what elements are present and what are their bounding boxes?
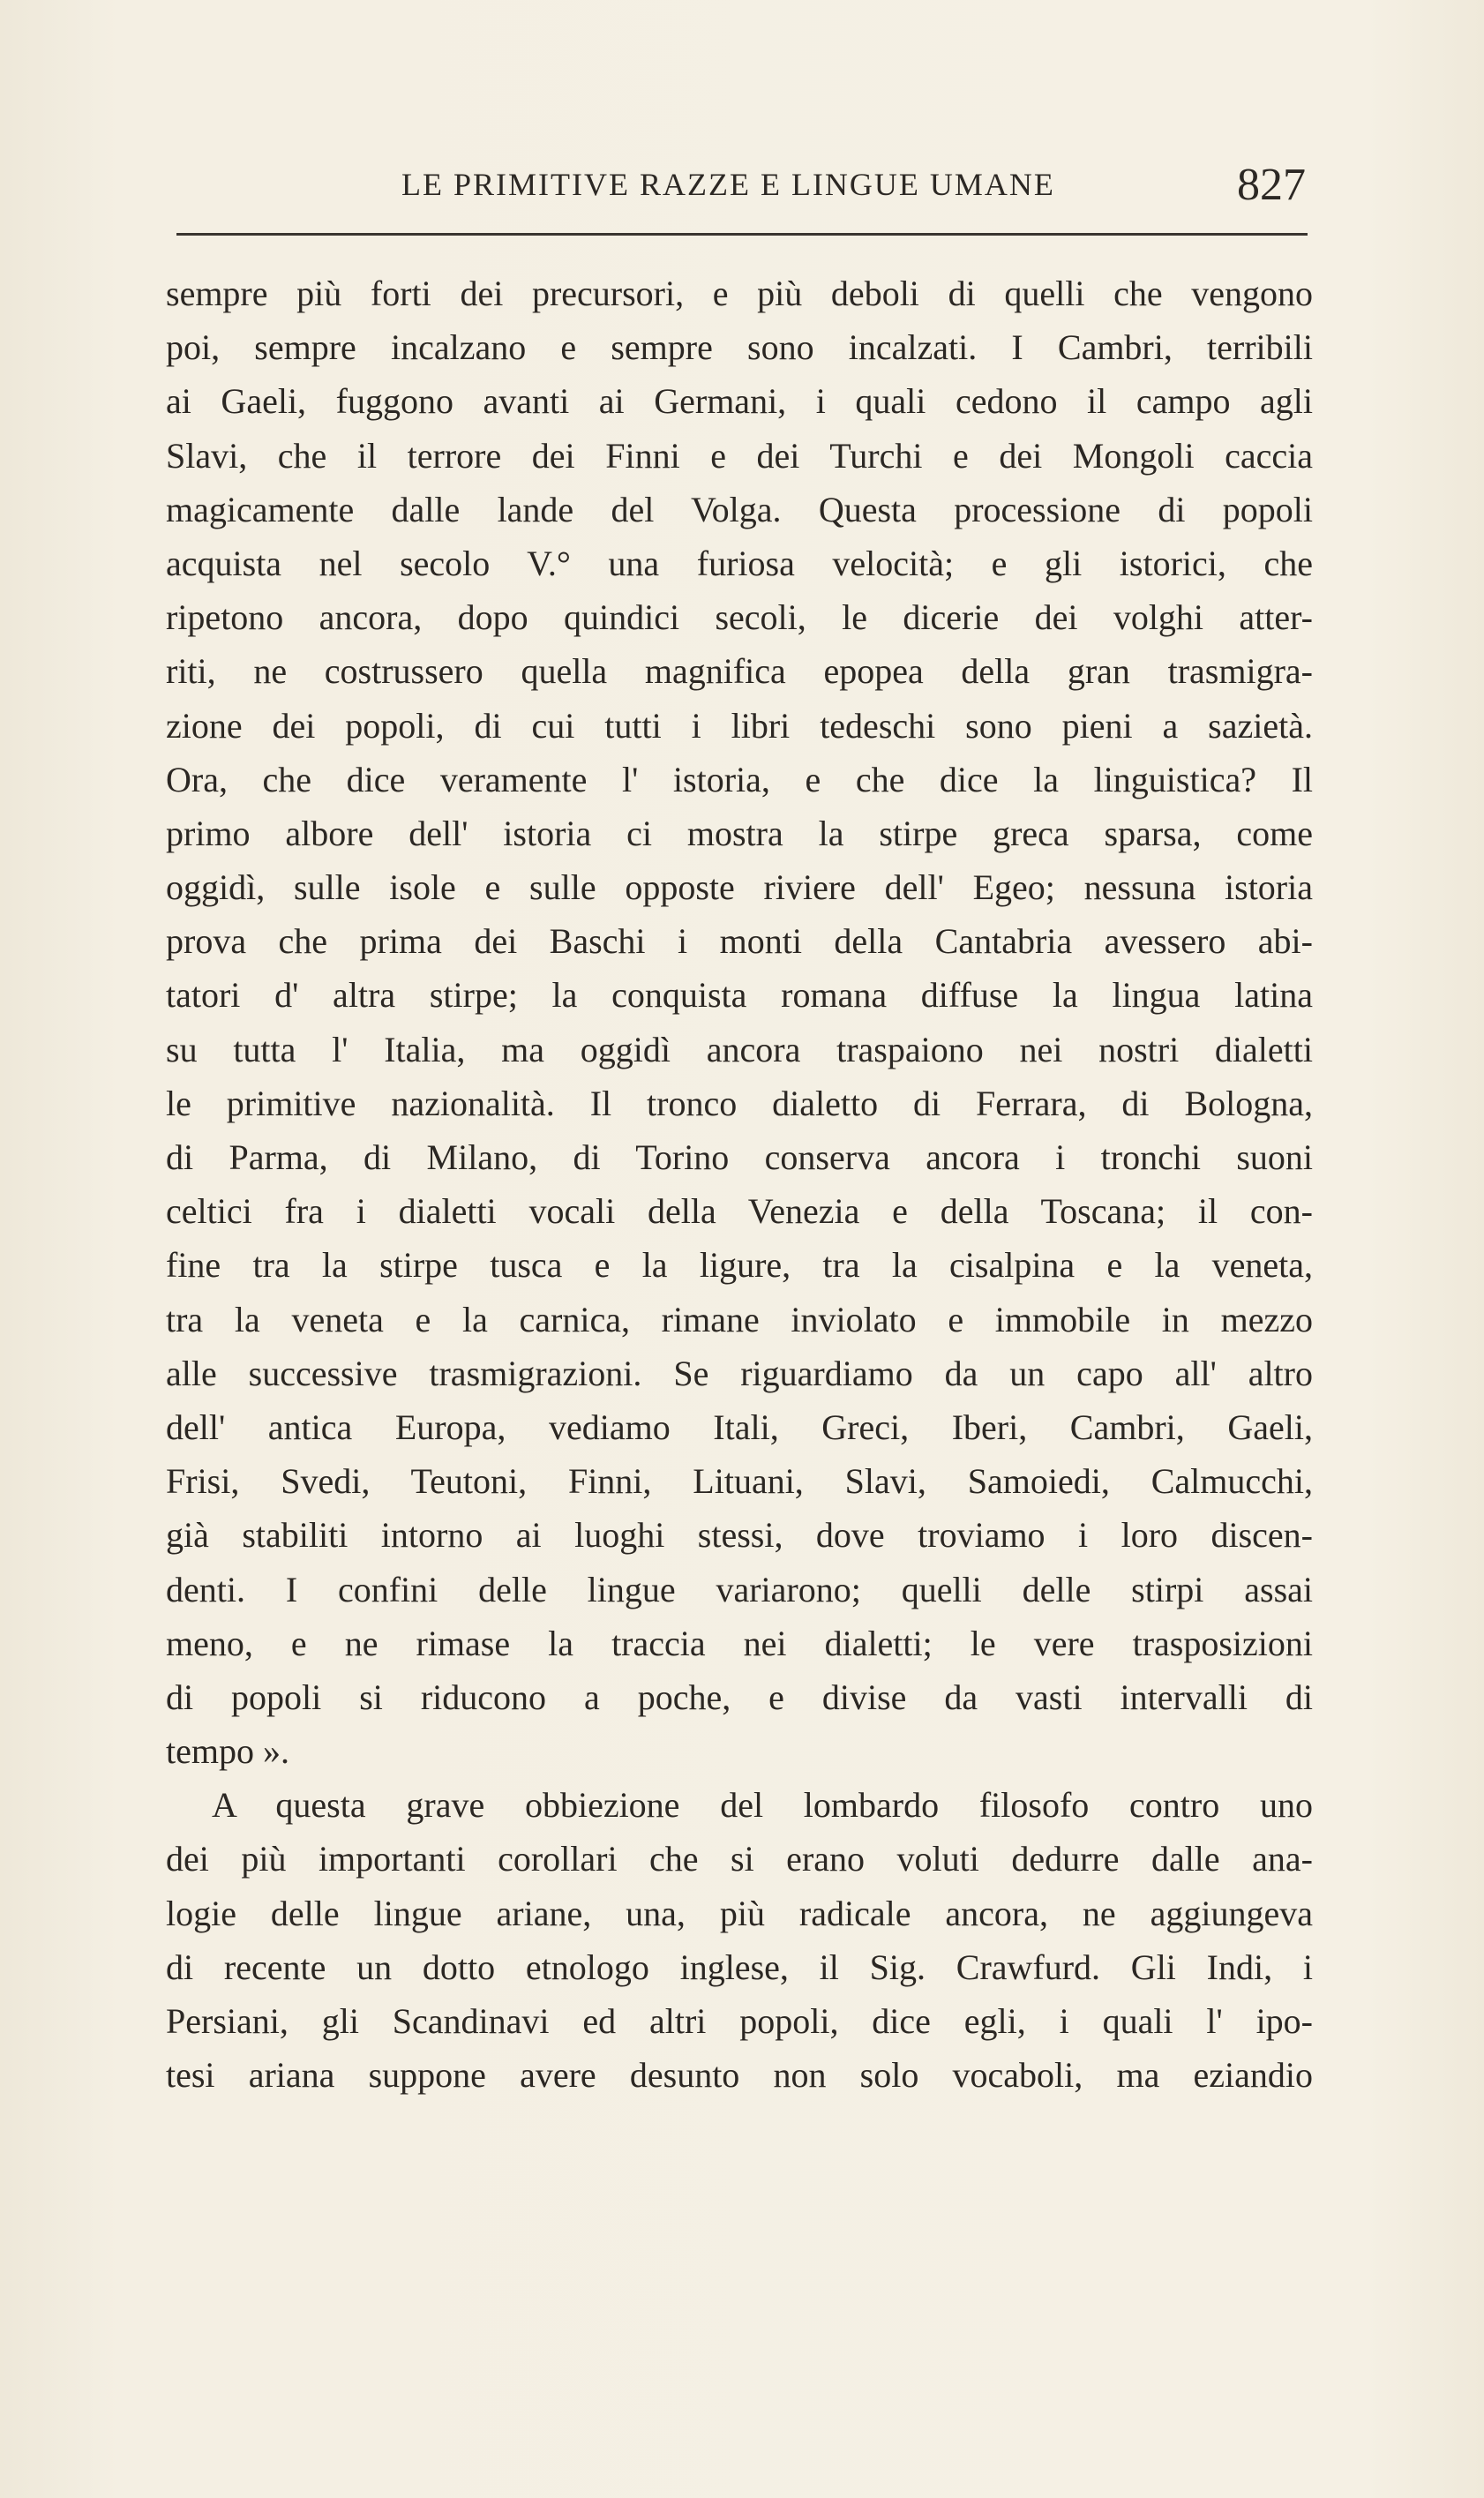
text-line: fine tra la stirpe tusca e la ligure, tra la cisalpina e la veneta, <box>166 1245 1313 1286</box>
text-line: su tutta l' Italia, ma oggidì ancora traspaiono nei nostri dialetti <box>166 1029 1313 1069</box>
text-line: le primitive nazionalità. Il tronco dialetto di Ferrara, di Bologna, <box>166 1083 1313 1123</box>
text-line: Slavi, che il terrore dei Finni e dei Turchi e dei Mongoli caccia <box>166 435 1313 476</box>
text-line: ai Gaeli, fuggono avanti ai Germani, i quali cedono il campo agli <box>166 381 1313 422</box>
running-head <box>176 160 1306 219</box>
body-text <box>166 266 1313 2102</box>
text-line: alle successive trasmigrazioni. Se riguardiamo da un capo all' altro <box>166 1353 1313 1393</box>
text-line: dei più importanti corollari che si erano voluti dedurre dalle ana- <box>166 1839 1313 1879</box>
text-line: celtici fra i dialetti vocali della Venezia e della Toscana; il con- <box>166 1191 1313 1232</box>
text-line: acquista nel secolo V.° una furiosa velocità; e gli istorici, che <box>166 543 1313 583</box>
text-line: tra la veneta e la carnica, rimane inviolato e immobile in mezzo <box>166 1299 1313 1339</box>
text-line: tatori d' altra stirpe; la conquista romana diffuse la lingua latina <box>166 975 1313 1016</box>
text-line: tempo ». <box>166 1731 289 1772</box>
text-line: Frisi, Svedi, Teutoni, Finni, Lituani, Slavi, Samoiedi, Calmucchi, <box>166 1461 1313 1502</box>
text-line: riti, ne costrussero quella magnifica epopea della gran trasmigra- <box>166 651 1313 692</box>
text-line: Ora, che dice veramente l' istoria, e che dice la linguistica? Il <box>166 759 1313 799</box>
text-line: ripetono ancora, dopo quindici secoli, le dicerie dei volghi atter- <box>166 597 1313 638</box>
text-line: sempre più forti dei precursori, e più deboli di quelli che vengono <box>166 274 1313 313</box>
text-line: magicamente dalle lande del Volga. Questa processione di popoli <box>166 489 1313 529</box>
text-line: tesi ariana suppone avere desunto non solo vocaboli, ma eziandio <box>166 2055 1313 2096</box>
page-number: 827 <box>1237 160 1306 210</box>
text-line: prova che prima dei Baschi i monti della Cantabria avessero abi- <box>166 921 1313 962</box>
text-line: di recente un dotto etnologo inglese, il Sig. Crawfurd. Gli Indi, i <box>166 1947 1313 1987</box>
text-line: di popoli si riducono a poche, e divise da vasti intervalli di <box>166 1677 1313 1717</box>
text-line: poi, sempre incalzano e sempre sono incalzati. I Cambri, terribili <box>166 327 1313 368</box>
text-line: zione dei popoli, di cui tutti i libri tedeschi sono pieni a sazietà. <box>166 705 1313 746</box>
text-line: primo albore dell' istoria ci mostra la stirpe greca sparsa, come <box>166 813 1313 853</box>
text-line: Persiani, gli Scandinavi ed altri popoli, dice egli, i quali l' ipo- <box>166 2001 1313 2041</box>
running-title: LE PRIMITIVE RAZZE E LINGUE UMANE <box>401 167 1055 202</box>
text-line: denti. I confini delle lingue variarono; quelli delle stirpi assai <box>166 1569 1313 1609</box>
text-line: oggidì, sulle isole e sulle opposte riviere dell' Egeo; nessuna istoria <box>166 867 1313 908</box>
text-line: di Parma, di Milano, di Torino conserva ancora i tronchi suoni <box>166 1137 1313 1177</box>
text-line: già stabiliti intorno ai luoghi stessi, dove troviamo i loro discen- <box>166 1515 1313 1556</box>
text-line: dell' antica Europa, vediamo Itali, Greci, Iberi, Cambri, Gaeli, <box>166 1407 1313 1447</box>
text-line: meno, e ne rimase la traccia nei dialetti; le vere trasposizioni <box>166 1623 1313 1663</box>
header-rule <box>176 233 1308 236</box>
text-line: logie delle lingue ariane, una, più radicale ancora, ne aggiungeva <box>166 1893 1313 1933</box>
text-line: A questa grave obbiezione del lombardo filosofo contro uno <box>212 1785 1313 1826</box>
